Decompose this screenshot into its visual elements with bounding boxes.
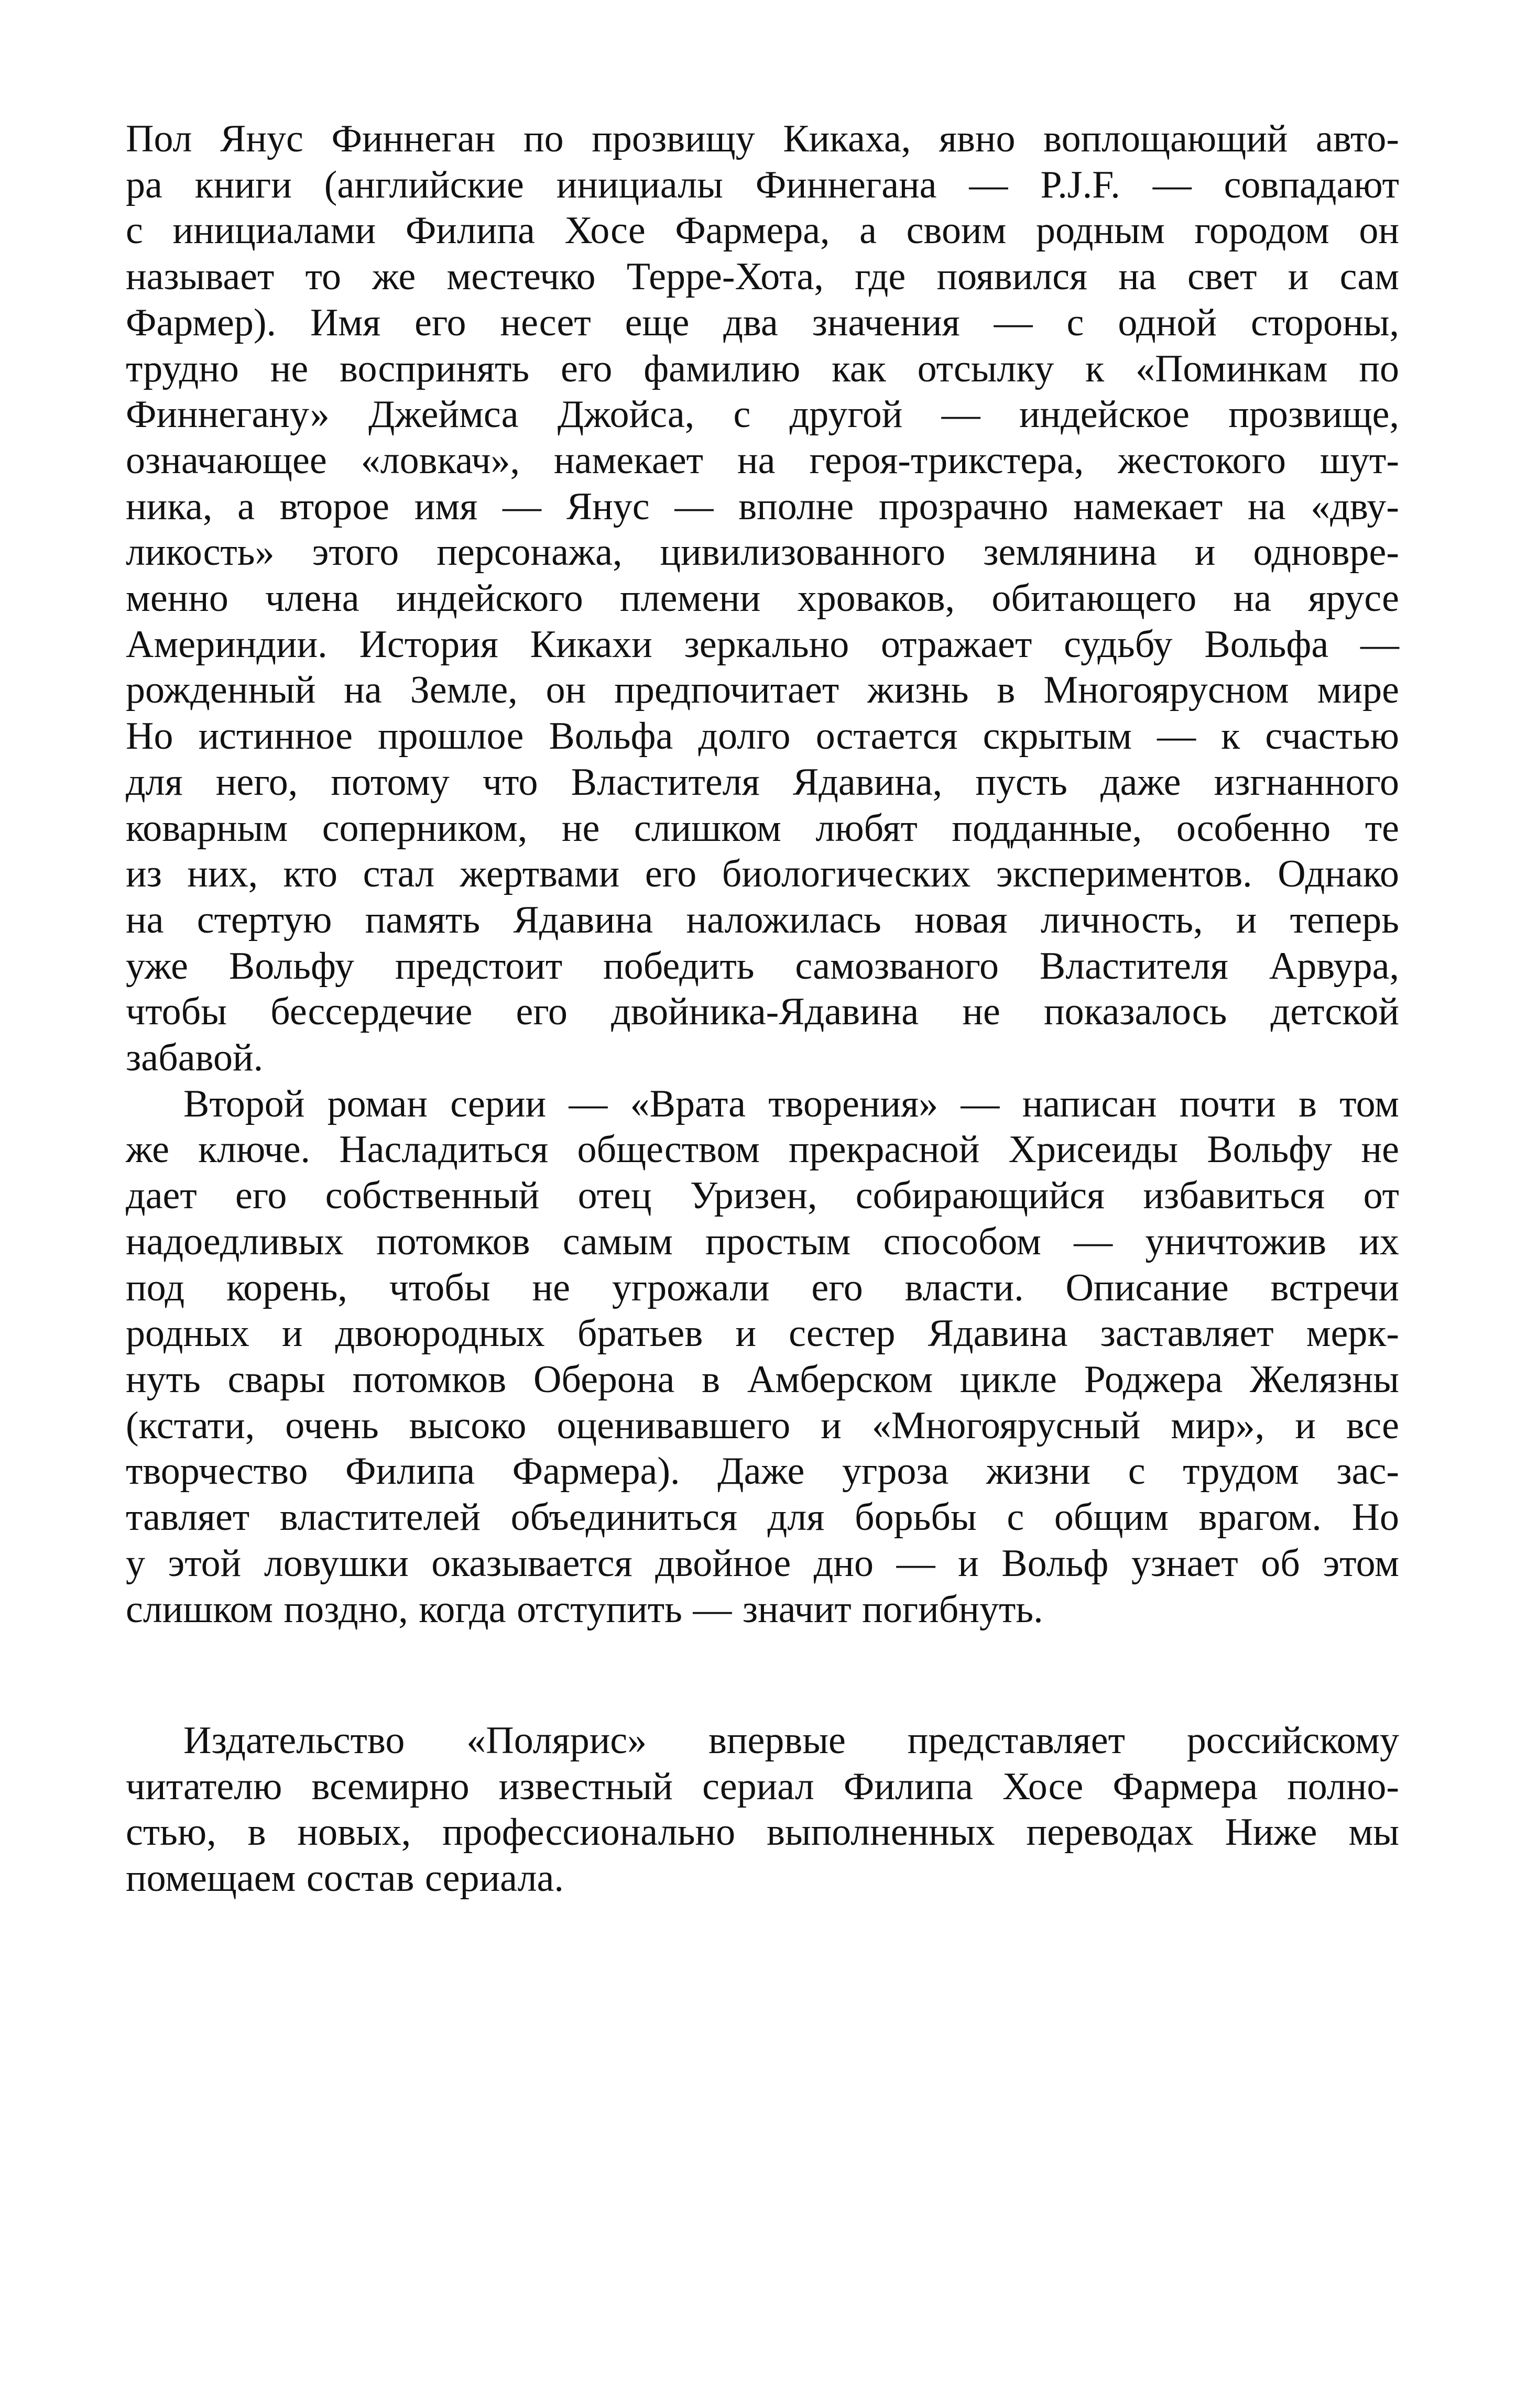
text-line: (кстати, очень высоко оценивавшего и «Многоярусный мир», и все	[126, 1404, 1399, 1447]
text-line: у этой ловушки оказывается двойное дно — и Вольф узнает об этом	[126, 1541, 1399, 1585]
text-line: ника, а второе имя — Янус — вполне прозрачно намекает на «дву-	[126, 485, 1399, 528]
text-line: Издательство «Полярис» впервые представляет российскому	[183, 1719, 1399, 1762]
text-line: означающее «ловкач», намекает на героя-трикстера, жестокого шут-	[126, 439, 1399, 482]
text-line: рожденный на Земле, он предпочитает жизнь в Многоярусном мире	[126, 669, 1399, 712]
paragraph-2	[126, 1081, 1399, 1633]
text-line: родных и двоюродных братьев и сестер Ядавина заставляет мерк-	[126, 1312, 1399, 1355]
text-line: читателю всемирно известный сериал Филипа Хосе Фармера полно-	[126, 1765, 1399, 1808]
text-line: Второй роман серии — «Врата творения» — написан почти в том	[183, 1082, 1399, 1125]
text-line: же ключе. Насладиться обществом прекрасной Хрисеиды Вольфу не	[126, 1128, 1399, 1172]
text-line: из них, кто стал жертвами его биологических экспериментов. Однако	[126, 852, 1399, 896]
text-line: менно члена индейского племени хроваков, обитающего на ярусе	[126, 577, 1399, 620]
text-line: коварным соперником, не слишком любят подданные, особенно те	[126, 806, 1399, 850]
text-line: Финнегану» Джеймса Джойса, с другой — индейское прозвище,	[126, 393, 1399, 436]
text-line: дает его собственный отец Уризен, собирающийся избавиться от	[126, 1174, 1399, 1218]
text-line: трудно не воспринять его фамилию как отсылку к «Поминкам по	[126, 347, 1399, 390]
text-line: забавой.	[126, 1036, 264, 1080]
text-line: под корень, чтобы не угрожали его власти. Описание встречи	[126, 1266, 1399, 1309]
text-line: чтобы бессердечие его двойника-Ядавина не показалось детской	[126, 990, 1399, 1034]
text-line: ра книги (английские инициалы Финнегана — P.J.F. — совпадают	[126, 163, 1399, 206]
text-line: Но истинное прошлое Вольфа долго остается скрытым — к счастью	[126, 715, 1399, 758]
text-line: называет то же местечко Терре-Хота, где появился на свет и сам	[126, 255, 1399, 299]
text-line: нуть свары потомков Оберона в Амберском цикле Роджера Желязны	[126, 1358, 1399, 1401]
text-line: Америндии. История Кикахи зеркально отражает судьбу Вольфа —	[126, 622, 1399, 666]
text-line: Пол Янус Финнеган по прозвищу Кикаха, явно воплощающий авто-	[126, 117, 1399, 160]
paragraph-3	[126, 1718, 1399, 1902]
text-line: с инициалами Филипа Хосе Фармера, а своим родным городом он	[126, 209, 1399, 253]
text-line: Фармер). Имя его несет еще два значения — с одной стороны,	[126, 301, 1399, 344]
paragraph-1	[126, 116, 1399, 1081]
text-line: ликость» этого персонажа, цивилизованного землянина и одновре-	[126, 531, 1399, 574]
text-line: стью, в новых, профессионально выполненных переводах Ниже мы	[126, 1811, 1399, 1854]
text-line: уже Вольфу предстоит победить самозваного Властителя Арвура,	[126, 944, 1399, 988]
text-line: творчество Филипа Фармера). Даже угроза жизни с трудом зас-	[126, 1450, 1399, 1493]
text-line: помещаем состав сериала.	[126, 1857, 564, 1900]
text-line: слишком поздно, когда отступить — значит погибнуть.	[126, 1588, 1043, 1631]
text-line: для него, потому что Властителя Ядавина, пусть даже изгнанного	[126, 760, 1399, 804]
main-text	[126, 116, 1399, 1633]
publisher-note	[126, 1718, 1399, 1902]
text-line: надоедливых потомков самым простым способом — уничтожив их	[126, 1220, 1399, 1263]
text-line: тавляет властителей объединиться для борьбы с общим врагом. Но	[126, 1496, 1399, 1539]
text-line: на стертую память Ядавина наложилась новая личность, и теперь	[126, 898, 1399, 942]
